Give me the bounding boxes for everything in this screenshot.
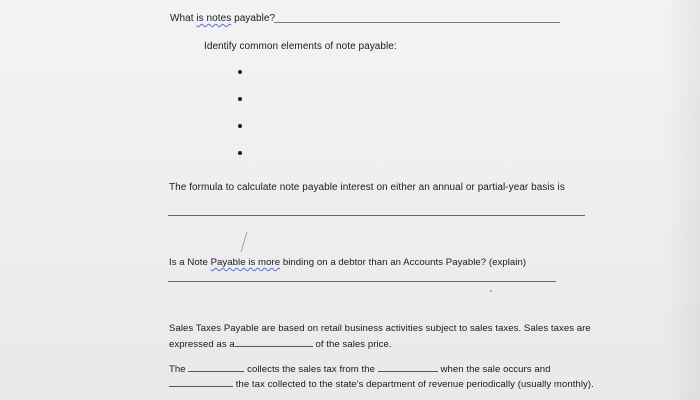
- word-the: The: [169, 364, 186, 375]
- answer-line-notes-payable[interactable]: [274, 22, 560, 23]
- blank-payer[interactable]: [378, 361, 438, 372]
- blank-sales-taxes[interactable]: [235, 336, 313, 347]
- question-prefix: Is a Note: [169, 257, 211, 268]
- spellcheck-underlined-text: is notes: [196, 13, 232, 24]
- sales-tax-collection-sentence-line2: [169, 376, 594, 391]
- dot-mark: [490, 290, 492, 292]
- sales-tax-collection-sentence: [169, 361, 551, 376]
- line-prefix: expressed as a: [169, 339, 235, 350]
- question-notes-payable: [170, 12, 275, 25]
- bullet-point-3: [238, 124, 242, 128]
- page-edge-shadow: [664, 0, 700, 400]
- bullet-point-4: [238, 151, 242, 155]
- line-suffix: of the sales price.: [315, 339, 392, 350]
- blank-remit-action[interactable]: [169, 376, 233, 387]
- pen-mark: [235, 230, 255, 254]
- bullet-point-2: [238, 97, 242, 101]
- spellcheck-underlined-text: Payable is more: [210, 257, 281, 268]
- question-prefix: What: [170, 13, 197, 24]
- bullet-point-1: [238, 70, 242, 74]
- answer-line-binding[interactable]: [168, 281, 556, 282]
- binding-question: [169, 256, 526, 269]
- common-elements-heading: Identify common elements of note payable:: [204, 41, 397, 52]
- sentence-end: when the sale occurs and: [440, 364, 551, 375]
- sentence-middle: collects the sales tax from the: [247, 364, 376, 375]
- interest-formula-question: The formula to calculate note payable interest on either an annual or partial-year basis is: [169, 182, 565, 193]
- blank-collector[interactable]: [188, 361, 244, 372]
- answer-line-interest-formula[interactable]: [168, 215, 585, 216]
- sentence-continuation: the tax collected to the state's department of revenue periodically (usually monthly).: [235, 379, 594, 390]
- sales-taxes-sentence-line2: [169, 336, 392, 351]
- question-suffix: payable?: [231, 13, 276, 24]
- sales-taxes-sentence: Sales Taxes Payable are based on retail business activities subject to sales taxes. Sales taxes are: [169, 323, 591, 334]
- question-suffix: binding on a debtor than an Accounts Payable? (explain): [280, 257, 527, 268]
